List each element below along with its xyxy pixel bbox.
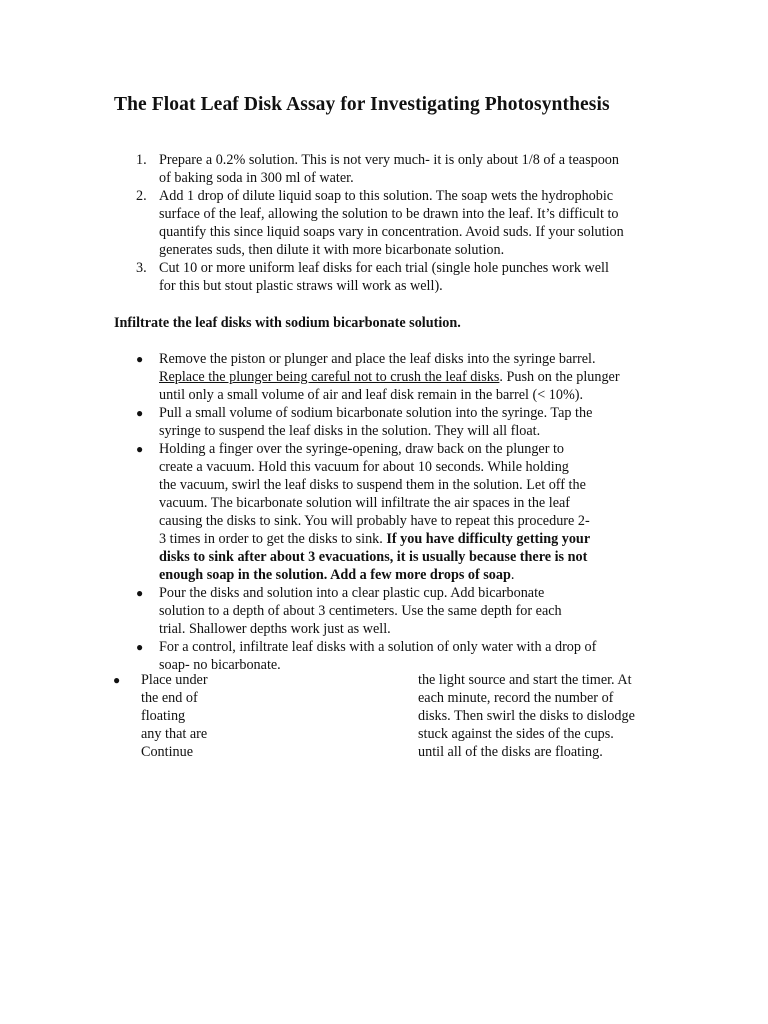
list-text: for this but stout plastic straws will work as well).: [159, 278, 443, 294]
bullet-text: Pour the disks and solution into a clear plastic cup. Add bicarbonate: [159, 585, 545, 601]
list-text: Prepare a 0.2% solution. This is not very much- it is only about 1/8 of a teaspoon: [159, 152, 619, 168]
bullet-item: [136, 440, 666, 584]
list-text: quantify this since liquid soaps vary in concentration. Avoid suds. If your solution: [159, 224, 624, 240]
bullet-text: until only a small volume of air and leaf disk remain in the barrel (< 10%).: [159, 387, 584, 403]
bullet-text: Pull a small volume of sodium bicarbonate solution into the syringe. Tap the: [159, 405, 593, 421]
list-item: [136, 259, 666, 295]
split-right-text: stuck against the sides of the cups.: [418, 726, 614, 742]
split-left-text: Continue: [141, 744, 194, 760]
page-title: The Float Leaf Disk Assay for Investigating Photosynthesis: [114, 94, 610, 115]
list-number: 1.: [136, 152, 147, 168]
bullet-text: vacuum. The bicarbonate solution will infiltrate the air spaces in the leaf: [159, 495, 571, 511]
bullet-text: [159, 566, 666, 584]
underlined-text: Replace the plunger being careful not to crush the leaf disks: [159, 369, 500, 385]
bullet-text-rest: . Push on the plunger: [499, 369, 620, 385]
split-right-text: until all of the disks are floating.: [418, 744, 603, 760]
bullet-list: [136, 350, 666, 674]
list-number: 3.: [136, 260, 147, 276]
split-left-text: Place under: [141, 672, 208, 688]
bullet-text: solution to a depth of about 3 centimeters. Use the same depth for each: [159, 603, 562, 619]
bullet-item: [136, 584, 666, 638]
bullet-item: [136, 350, 666, 404]
bullet-icon: ●: [113, 673, 121, 687]
bullet-text: Remove the piston or plunger and place the leaf disks into the syringe barrel.: [159, 351, 596, 367]
split-right-column: [418, 671, 668, 761]
bullet-text: syringe to suspend the leaf disks in the solution. They will all float.: [159, 423, 541, 439]
split-left-column: [141, 671, 261, 761]
bullet-icon: ●: [136, 640, 144, 654]
bullet-text: For a control, infiltrate leaf disks with a solution of only water with a drop of: [159, 639, 597, 655]
bold-text: disks to sink after about 3 evacuations, it is usually because there is not: [159, 549, 588, 565]
bullet-text: soap- no bicarbonate.: [159, 657, 281, 673]
split-left-text: any that are: [141, 726, 208, 742]
split-left-text: floating: [141, 708, 186, 724]
bullet-text: Holding a finger over the syringe-opening, draw back on the plunger to: [159, 441, 565, 457]
list-text: generates suds, then dilute it with more bicarbonate solution.: [159, 242, 505, 258]
bullet-icon: ●: [136, 586, 144, 600]
bullet-text: [159, 368, 666, 386]
bullet-text-plain: 3 times in order to get the disks to sink.: [159, 531, 387, 547]
split-right-text: disks. Then swirl the disks to dislodge: [418, 708, 635, 724]
bullet-icon: ●: [136, 442, 144, 456]
bullet-item: [136, 404, 666, 440]
bullet-item: [136, 638, 666, 674]
bullet-text: trial. Shallower depths work just as well.: [159, 621, 391, 637]
list-text: of baking soda in 300 ml of water.: [159, 170, 354, 186]
bullet-text: create a vacuum. Hold this vacuum for about 10 seconds. While holding: [159, 459, 569, 475]
split-left-text: the end of: [141, 690, 198, 706]
split-right-text: the light source and start the timer. At: [418, 672, 632, 688]
numbered-list: [136, 151, 666, 295]
bullet-icon: ●: [136, 352, 144, 366]
bullet-icon: ●: [136, 406, 144, 420]
split-right-text: each minute, record the number of: [418, 690, 614, 706]
list-item: [136, 187, 666, 259]
section-heading: Infiltrate the leaf disks with sodium bicarbonate solution.: [114, 315, 461, 331]
list-number: 2.: [136, 188, 147, 204]
list-item: [136, 151, 666, 187]
list-text: Add 1 drop of dilute liquid soap to this solution. The soap wets the hydrophobic: [159, 188, 614, 204]
bullet-text-rest: .: [510, 567, 515, 583]
bullet-text: causing the disks to sink. You will probably have to repeat this procedure 2-: [159, 513, 590, 529]
bold-text: If you have difficulty getting your: [386, 531, 591, 547]
bold-text: enough soap in the solution. Add a few more drops of soap: [159, 567, 511, 583]
bullet-text: [159, 530, 666, 548]
bullet-text: the vacuum, swirl the leaf disks to suspend them in the solution. Let off the: [159, 477, 586, 493]
list-text: Cut 10 or more uniform leaf disks for each trial (single hole punches work well: [159, 260, 609, 276]
list-text: surface of the leaf, allowing the solution to be drawn into the leaf. It’s difficult to: [159, 206, 619, 222]
